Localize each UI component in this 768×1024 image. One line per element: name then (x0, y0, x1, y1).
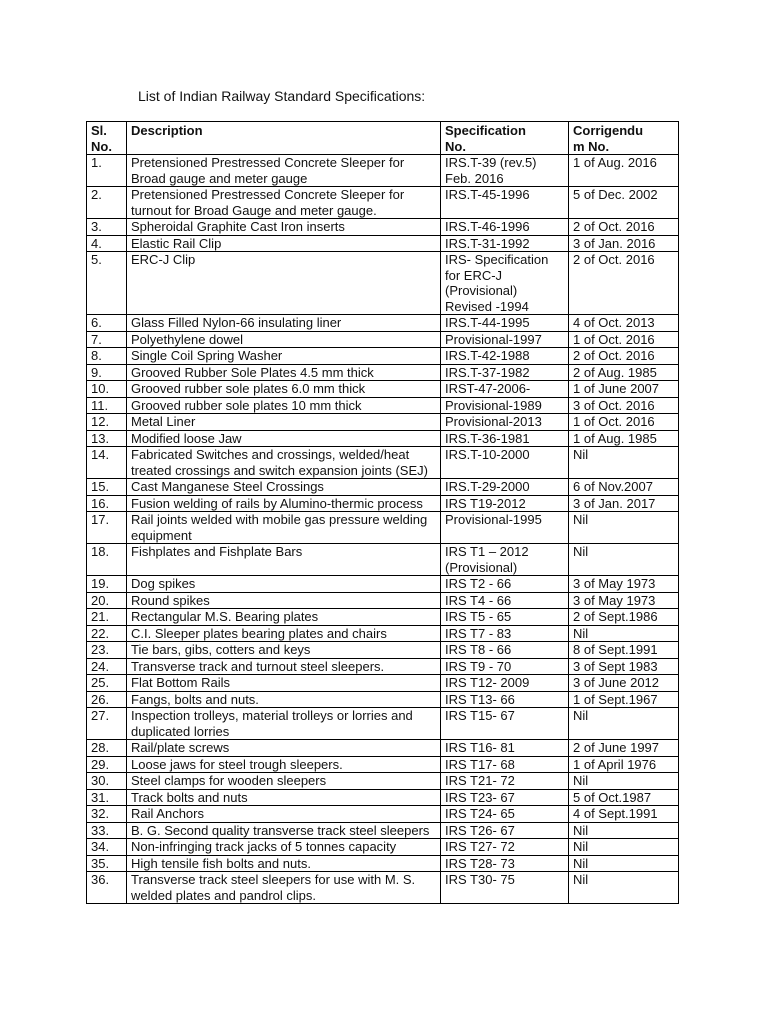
corrigendum-cell: Nil (569, 872, 679, 904)
description-cell: Spheroidal Graphite Cast Iron inserts (127, 219, 441, 236)
table-row (87, 235, 679, 252)
specification-cell: IRS T15- 67 (441, 708, 569, 740)
specification-cell: IRS T24- 65 (441, 806, 569, 823)
page-title: List of Indian Railway Standard Specifications: (138, 88, 426, 104)
specification-cell: Provisional-1995 (441, 512, 569, 544)
corrigendum-cell: 2 of June 1997 (569, 740, 679, 757)
table-header-row (87, 122, 679, 155)
corrigendum-cell: 2 of Oct. 2016 (569, 219, 679, 236)
sl-no-cell: 17. (87, 512, 127, 544)
sl-no-cell: 19. (87, 576, 127, 593)
description-cell: Modified loose Jaw (127, 430, 441, 447)
table-row (87, 872, 679, 904)
table-row (87, 495, 679, 512)
description-cell: C.I. Sleeper plates bearing plates and chairs (127, 625, 441, 642)
specification-cell: IRS.T-10-2000 (441, 447, 569, 479)
specifications-table (86, 121, 679, 904)
corrigendum-cell: Nil (569, 544, 679, 576)
description-cell: Rectangular M.S. Bearing plates (127, 609, 441, 626)
description-cell: Dog spikes (127, 576, 441, 593)
description-cell: Tie bars, gibs, cotters and keys (127, 642, 441, 659)
sl-no-cell: 29. (87, 756, 127, 773)
description-cell: Fangs, bolts and nuts. (127, 691, 441, 708)
specification-cell: IRS T19-2012 (441, 495, 569, 512)
corrigendum-cell: 3 of June 2012 (569, 675, 679, 692)
table-row (87, 691, 679, 708)
specification-cell: IRS T9 - 70 (441, 658, 569, 675)
corrigendum-cell: 1 of April 1976 (569, 756, 679, 773)
table-row (87, 822, 679, 839)
table-row (87, 855, 679, 872)
table-row (87, 331, 679, 348)
description-cell: Rail/plate screws (127, 740, 441, 757)
specification-cell: IRS.T-39 (rev.5) Feb. 2016 (441, 155, 569, 187)
header-corrigendum-no: Corrigendu m No. (569, 122, 679, 155)
table-row (87, 544, 679, 576)
table-row (87, 658, 679, 675)
specification-cell: IRS.T-31-1992 (441, 235, 569, 252)
corrigendum-cell: 2 of Oct. 2016 (569, 348, 679, 365)
table-row (87, 219, 679, 236)
description-cell: Pretensioned Prestressed Concrete Sleeper for turnout for Broad Gauge and meter gauge. (127, 187, 441, 219)
sl-no-cell: 22. (87, 625, 127, 642)
corrigendum-cell: 3 of Jan. 2017 (569, 495, 679, 512)
sl-no-cell: 34. (87, 839, 127, 856)
sl-no-cell: 36. (87, 872, 127, 904)
corrigendum-cell: 1 of Oct. 2016 (569, 331, 679, 348)
description-cell: Non-infringing track jacks of 5 tonnes capacity (127, 839, 441, 856)
corrigendum-cell: 1 of Sept.1967 (569, 691, 679, 708)
specification-cell: IRS T12- 2009 (441, 675, 569, 692)
header-sl-no: Sl. No. (87, 122, 127, 155)
description-cell: Grooved rubber sole plates 6.0 mm thick (127, 381, 441, 398)
corrigendum-cell: 3 of Sept 1983 (569, 658, 679, 675)
specification-cell: IRS T17- 68 (441, 756, 569, 773)
table-row (87, 430, 679, 447)
specification-cell: IRS.T-36-1981 (441, 430, 569, 447)
table-row (87, 806, 679, 823)
table-row (87, 315, 679, 332)
table-row (87, 592, 679, 609)
table-row (87, 512, 679, 544)
sl-no-cell: 3. (87, 219, 127, 236)
table-row (87, 789, 679, 806)
sl-no-cell: 20. (87, 592, 127, 609)
corrigendum-cell: Nil (569, 822, 679, 839)
sl-no-cell: 9. (87, 364, 127, 381)
specification-cell: IRS.T-37-1982 (441, 364, 569, 381)
sl-no-cell: 5. (87, 252, 127, 315)
sl-no-cell: 24. (87, 658, 127, 675)
table-row (87, 773, 679, 790)
description-cell: Elastic Rail Clip (127, 235, 441, 252)
specification-cell: Provisional-1997 (441, 331, 569, 348)
table-row (87, 381, 679, 398)
sl-no-cell: 18. (87, 544, 127, 576)
description-cell: ERC-J Clip (127, 252, 441, 315)
corrigendum-cell: Nil (569, 625, 679, 642)
corrigendum-cell: 6 of Nov.2007 (569, 479, 679, 496)
specification-cell: IRS T2 - 66 (441, 576, 569, 593)
description-cell: Transverse track and turnout steel sleepers. (127, 658, 441, 675)
sl-no-cell: 1. (87, 155, 127, 187)
description-cell: Grooved Rubber Sole Plates 4.5 mm thick (127, 364, 441, 381)
corrigendum-cell: Nil (569, 512, 679, 544)
sl-no-cell: 16. (87, 495, 127, 512)
sl-no-cell: 4. (87, 235, 127, 252)
table-row (87, 708, 679, 740)
corrigendum-cell: Nil (569, 773, 679, 790)
table-row (87, 839, 679, 856)
corrigendum-cell: Nil (569, 839, 679, 856)
specification-cell: IRS T28- 73 (441, 855, 569, 872)
corrigendum-cell: 5 of Oct.1987 (569, 789, 679, 806)
sl-no-cell: 33. (87, 822, 127, 839)
specification-cell: IRS T16- 81 (441, 740, 569, 757)
specification-cell: IRST-47-2006- (441, 381, 569, 398)
corrigendum-cell: 5 of Dec. 2002 (569, 187, 679, 219)
corrigendum-cell: 1 of Aug. 2016 (569, 155, 679, 187)
corrigendum-cell: 2 of Sept.1986 (569, 609, 679, 626)
specification-cell: IRS T4 - 66 (441, 592, 569, 609)
table-row (87, 675, 679, 692)
corrigendum-cell: 1 of June 2007 (569, 381, 679, 398)
specification-cell: IRS T30- 75 (441, 872, 569, 904)
table-row (87, 414, 679, 431)
sl-no-cell: 10. (87, 381, 127, 398)
sl-no-cell: 6. (87, 315, 127, 332)
corrigendum-cell: 4 of Oct. 2013 (569, 315, 679, 332)
description-cell: Fusion welding of rails by Alumino-thermic process (127, 495, 441, 512)
description-cell: Rail Anchors (127, 806, 441, 823)
corrigendum-cell: 1 of Aug. 1985 (569, 430, 679, 447)
sl-no-cell: 12. (87, 414, 127, 431)
sl-no-cell: 11. (87, 397, 127, 414)
description-cell: Pretensioned Prestressed Concrete Sleeper for Broad gauge and meter gauge (127, 155, 441, 187)
specification-cell: IRS T5 - 65 (441, 609, 569, 626)
table-row (87, 756, 679, 773)
corrigendum-cell: Nil (569, 855, 679, 872)
description-cell: Flat Bottom Rails (127, 675, 441, 692)
table-row (87, 348, 679, 365)
description-cell: Polyethylene dowel (127, 331, 441, 348)
specification-cell: IRS T23- 67 (441, 789, 569, 806)
sl-no-cell: 13. (87, 430, 127, 447)
description-cell: Steel clamps for wooden sleepers (127, 773, 441, 790)
corrigendum-cell: 3 of May 1973 (569, 592, 679, 609)
description-cell: B. G. Second quality transverse track steel sleepers (127, 822, 441, 839)
specification-cell: IRS T13- 66 (441, 691, 569, 708)
description-cell: High tensile fish bolts and nuts. (127, 855, 441, 872)
table-row (87, 625, 679, 642)
corrigendum-cell: 3 of Oct. 2016 (569, 397, 679, 414)
specification-cell: Provisional-1989 (441, 397, 569, 414)
specification-cell: IRS- Specification for ERC-J (Provisional) Revised -1994 (441, 252, 569, 315)
sl-no-cell: 28. (87, 740, 127, 757)
corrigendum-cell: 3 of Jan. 2016 (569, 235, 679, 252)
specification-cell: IRS.T-29-2000 (441, 479, 569, 496)
specification-cell: IRS T7 - 83 (441, 625, 569, 642)
description-cell: Cast Manganese Steel Crossings (127, 479, 441, 496)
specification-cell: IRS.T-42-1988 (441, 348, 569, 365)
table-row (87, 609, 679, 626)
specification-cell: IRS.T-44-1995 (441, 315, 569, 332)
description-cell: Glass Filled Nylon-66 insulating liner (127, 315, 441, 332)
sl-no-cell: 30. (87, 773, 127, 790)
specification-cell: IRS T26- 67 (441, 822, 569, 839)
specification-cell: IRS.T-45-1996 (441, 187, 569, 219)
header-specification-no: Specification No. (441, 122, 569, 155)
table-row (87, 447, 679, 479)
corrigendum-cell: 8 of Sept.1991 (569, 642, 679, 659)
description-cell: Loose jaws for steel trough sleepers. (127, 756, 441, 773)
description-cell: Track bolts and nuts (127, 789, 441, 806)
description-cell: Inspection trolleys, material trolleys or lorries and duplicated lorries (127, 708, 441, 740)
specification-cell: IRS T8 - 66 (441, 642, 569, 659)
table-row (87, 252, 679, 315)
corrigendum-cell: Nil (569, 447, 679, 479)
sl-no-cell: 31. (87, 789, 127, 806)
sl-no-cell: 26. (87, 691, 127, 708)
table-row (87, 397, 679, 414)
table-row (87, 364, 679, 381)
table-row (87, 155, 679, 187)
description-cell: Single Coil Spring Washer (127, 348, 441, 365)
specification-cell: IRS T1 – 2012 (Provisional) (441, 544, 569, 576)
corrigendum-cell: 2 of Aug. 1985 (569, 364, 679, 381)
description-cell: Rail joints welded with mobile gas pressure welding equipment (127, 512, 441, 544)
header-description: Description (127, 122, 441, 155)
corrigendum-cell: Nil (569, 708, 679, 740)
specification-cell: IRS T21- 72 (441, 773, 569, 790)
corrigendum-cell: 2 of Oct. 2016 (569, 252, 679, 315)
table-row (87, 187, 679, 219)
table-row (87, 642, 679, 659)
sl-no-cell: 27. (87, 708, 127, 740)
sl-no-cell: 35. (87, 855, 127, 872)
sl-no-cell: 21. (87, 609, 127, 626)
sl-no-cell: 2. (87, 187, 127, 219)
sl-no-cell: 23. (87, 642, 127, 659)
corrigendum-cell: 4 of Sept.1991 (569, 806, 679, 823)
description-cell: Fabricated Switches and crossings, welded/heat treated crossings and switch expansion joints (SEJ) (127, 447, 441, 479)
sl-no-cell: 25. (87, 675, 127, 692)
specification-cell: Provisional-2013 (441, 414, 569, 431)
specification-cell: IRS T27- 72 (441, 839, 569, 856)
corrigendum-cell: 3 of May 1973 (569, 576, 679, 593)
description-cell: Grooved rubber sole plates 10 mm thick (127, 397, 441, 414)
sl-no-cell: 7. (87, 331, 127, 348)
table-row (87, 740, 679, 757)
sl-no-cell: 32. (87, 806, 127, 823)
sl-no-cell: 14. (87, 447, 127, 479)
table-row (87, 479, 679, 496)
description-cell: Metal Liner (127, 414, 441, 431)
sl-no-cell: 8. (87, 348, 127, 365)
description-cell: Fishplates and Fishplate Bars (127, 544, 441, 576)
specification-cell: IRS.T-46-1996 (441, 219, 569, 236)
description-cell: Round spikes (127, 592, 441, 609)
sl-no-cell: 15. (87, 479, 127, 496)
table-row (87, 576, 679, 593)
corrigendum-cell: 1 of Oct. 2016 (569, 414, 679, 431)
description-cell: Transverse track steel sleepers for use with M. S. welded plates and pandrol clips. (127, 872, 441, 904)
